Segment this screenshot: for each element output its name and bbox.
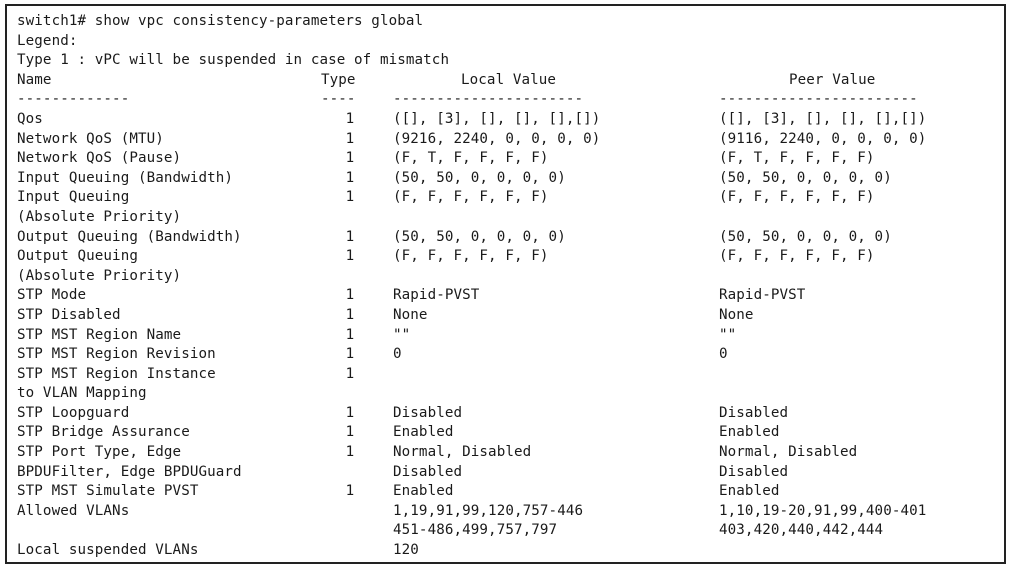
parameter-local-value: "" — [393, 326, 411, 343]
parameter-type: 1 — [345, 189, 355, 206]
command-text: switch1# show vpc consistency-parameters global — [17, 13, 424, 29]
parameter-peer-value: Rapid-PVST — [719, 287, 806, 304]
parameter-type: 1 — [345, 110, 355, 127]
parameter-peer-value: 1,10,19-20,91,99,400-401 — [719, 502, 927, 519]
parameter-name: STP MST Region Name — [17, 326, 182, 343]
parameter-local-value: Normal, Disabled — [393, 444, 532, 461]
parameter-type: 1 — [345, 130, 355, 147]
parameter-local-value: 120 — [393, 542, 419, 559]
parameter-name: STP Disabled — [17, 306, 121, 323]
header-row — [17, 71, 998, 91]
parameter-local-value: Enabled — [393, 483, 454, 500]
parameter-row — [17, 326, 998, 346]
legend-label: Legend: — [17, 32, 78, 49]
parameter-local-value: (9216, 2240, 0, 0, 0, 0) — [393, 130, 601, 147]
parameter-name: STP MST Simulate PVST — [17, 483, 199, 500]
parameter-type: 1 — [345, 169, 355, 186]
parameter-row — [17, 247, 998, 267]
parameter-name: to VLAN Mapping — [17, 385, 147, 402]
parameter-peer-value: 0 — [719, 346, 728, 363]
separator-local: ---------------------- — [393, 91, 584, 108]
parameter-name: STP Bridge Assurance — [17, 424, 190, 441]
parameter-type: 1 — [345, 287, 355, 304]
parameter-peer-value: 403,420,440,442,444 — [719, 522, 884, 539]
parameter-name: Network QoS (MTU) — [17, 130, 164, 147]
separator-type: ---- — [321, 91, 356, 108]
legend-text-line — [17, 51, 998, 71]
parameter-local-value: None — [393, 306, 428, 323]
parameter-row — [17, 208, 998, 228]
parameter-name: Output Queuing — [17, 248, 138, 265]
parameter-row — [17, 188, 998, 208]
parameter-local-value: Disabled — [393, 463, 463, 480]
parameter-local-value: ([], [3], [], [], [],[]) — [393, 110, 601, 127]
parameter-type: 1 — [345, 424, 355, 441]
parameter-name: Allowed VLANs — [17, 502, 130, 519]
parameter-name: STP MST Region Instance — [17, 365, 216, 382]
parameter-local-value: 1,19,91,99,120,757-446 — [393, 502, 584, 519]
parameter-row — [17, 384, 998, 404]
separator-name: ------------- — [17, 91, 130, 108]
parameter-type: 1 — [345, 346, 355, 363]
parameter-row — [17, 482, 998, 502]
legend-line — [17, 32, 998, 52]
parameter-local-value: (F, T, F, F, F, F) — [393, 150, 549, 167]
parameter-row — [17, 423, 998, 443]
parameter-peer-value: (9116, 2240, 0, 0, 0, 0) — [719, 130, 927, 147]
parameter-peer-value: "" — [719, 326, 737, 343]
header-type: Type — [321, 71, 356, 88]
parameter-peer-value: Enabled — [719, 483, 780, 500]
parameter-peer-value: ([], [3], [], [], [],[]) — [719, 110, 927, 127]
parameter-type: 1 — [345, 228, 355, 245]
parameter-type: 1 — [345, 306, 355, 323]
parameter-peer-value: Normal, Disabled — [719, 444, 858, 461]
parameter-name: Input Queuing — [17, 189, 130, 206]
parameter-local-value: (50, 50, 0, 0, 0, 0) — [393, 169, 566, 186]
output-lines — [17, 12, 998, 561]
parameter-row — [17, 345, 998, 365]
parameter-row — [17, 267, 998, 287]
parameter-row — [17, 463, 998, 483]
parameter-row — [17, 228, 998, 248]
parameter-row — [17, 286, 998, 306]
parameter-peer-value: Disabled — [719, 463, 789, 480]
parameter-name: STP Mode — [17, 287, 87, 304]
parameter-peer-value: (F, F, F, F, F, F) — [719, 248, 875, 265]
parameter-peer-value: Disabled — [719, 404, 789, 421]
parameter-peer-value: Enabled — [719, 424, 780, 441]
parameter-row — [17, 149, 998, 169]
parameter-row — [17, 521, 998, 541]
parameter-name: Qos — [17, 110, 43, 127]
header-name: Name — [17, 71, 52, 88]
parameter-type: 1 — [345, 248, 355, 265]
parameter-row — [17, 169, 998, 189]
parameter-type: 1 — [345, 326, 355, 343]
parameter-peer-value: (50, 50, 0, 0, 0, 0) — [719, 228, 892, 245]
parameter-name: STP Port Type, Edge — [17, 444, 182, 461]
parameter-name: STP MST Region Revision — [17, 346, 216, 363]
parameter-type: 1 — [345, 150, 355, 167]
parameter-local-value: (50, 50, 0, 0, 0, 0) — [393, 228, 566, 245]
parameter-name: STP Loopguard — [17, 404, 130, 421]
parameter-row — [17, 110, 998, 130]
parameter-local-value: Rapid-PVST — [393, 287, 480, 304]
parameter-row — [17, 443, 998, 463]
parameter-name: (Absolute Priority) — [17, 208, 182, 225]
parameter-type: 1 — [345, 404, 355, 421]
parameter-name: Network QoS (Pause) — [17, 150, 182, 167]
legend-text: Type 1 : vPC will be suspended in case of mismatch — [17, 52, 450, 69]
parameter-peer-value: None — [719, 306, 754, 323]
parameter-row — [17, 130, 998, 150]
parameter-row — [17, 502, 998, 522]
parameter-name: BPDUFilter, Edge BPDUGuard — [17, 463, 242, 480]
parameter-type: 1 — [345, 444, 355, 461]
parameter-name: Input Queuing (Bandwidth) — [17, 169, 234, 186]
parameter-row — [17, 404, 998, 424]
parameter-peer-value: (F, F, F, F, F, F) — [719, 189, 875, 206]
parameter-name: Output Queuing (Bandwidth) — [17, 228, 242, 245]
header-peer-value: Peer Value — [789, 71, 876, 88]
parameter-peer-value: (50, 50, 0, 0, 0, 0) — [719, 169, 892, 186]
parameter-row — [17, 306, 998, 326]
parameter-row — [17, 541, 998, 561]
parameter-row — [17, 365, 998, 385]
separator-peer: ----------------------- — [719, 91, 918, 108]
parameter-local-value: 0 — [393, 346, 402, 363]
parameter-type: 1 — [345, 365, 355, 382]
parameter-name: Local suspended VLANs — [17, 542, 199, 559]
separator-row — [17, 90, 998, 110]
parameter-local-value: Disabled — [393, 404, 463, 421]
parameter-type: 1 — [345, 483, 355, 500]
terminal-output — [5, 4, 1006, 564]
parameter-peer-value: (F, T, F, F, F, F) — [719, 150, 875, 167]
parameter-local-value: Enabled — [393, 424, 454, 441]
parameter-local-value: 451-486,499,757,797 — [393, 522, 558, 539]
parameter-local-value: (F, F, F, F, F, F) — [393, 189, 549, 206]
command-line — [17, 12, 998, 32]
header-local-value: Local Value — [461, 71, 557, 88]
parameter-name: (Absolute Priority) — [17, 267, 182, 284]
parameter-local-value: (F, F, F, F, F, F) — [393, 248, 549, 265]
